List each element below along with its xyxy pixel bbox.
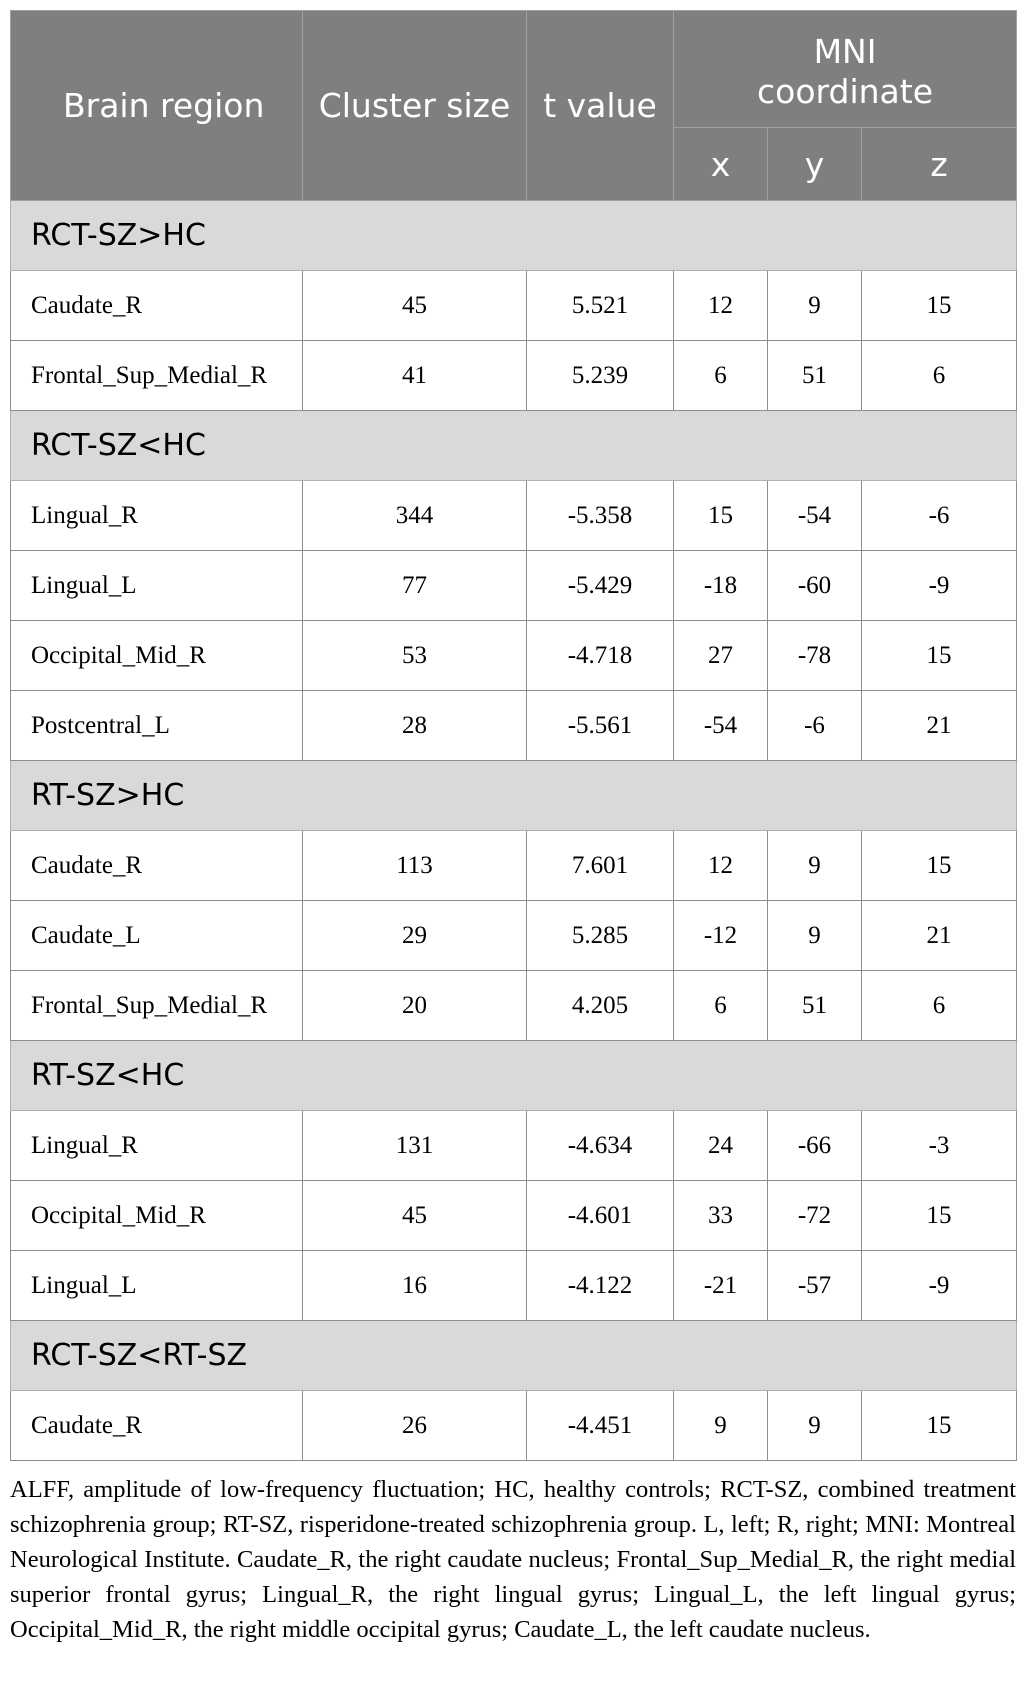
cell-mni-x: 15	[674, 481, 768, 551]
cell-t-value: -4.634	[527, 1111, 674, 1181]
table-row	[11, 481, 1017, 551]
section-row	[11, 1041, 1017, 1111]
cell-t-value: 5.285	[527, 901, 674, 971]
cell-mni-z: 21	[862, 691, 1017, 761]
cell-mni-z: 15	[862, 621, 1017, 691]
cell-mni-z: 15	[862, 271, 1017, 341]
cell-mni-z: 15	[862, 1181, 1017, 1251]
cell-t-value: 5.239	[527, 341, 674, 411]
cell-t-value: -4.718	[527, 621, 674, 691]
cell-cluster-size: 29	[303, 901, 527, 971]
results-table	[10, 10, 1017, 1461]
cell-cluster-size: 113	[303, 831, 527, 901]
cell-t-value: -4.601	[527, 1181, 674, 1251]
cell-brain-region: Lingual_L	[11, 551, 303, 621]
results-table-container	[10, 10, 1016, 1461]
section-title: RCT-SZ<RT-SZ	[11, 1321, 1017, 1391]
cell-mni-z: 6	[862, 341, 1017, 411]
cell-brain-region: Lingual_L	[11, 1251, 303, 1321]
section-title: RT-SZ>HC	[11, 761, 1017, 831]
cell-mni-y: -78	[768, 621, 862, 691]
table-row	[11, 271, 1017, 341]
cell-cluster-size: 344	[303, 481, 527, 551]
cell-mni-x: -18	[674, 551, 768, 621]
cell-cluster-size: 53	[303, 621, 527, 691]
table-row	[11, 551, 1017, 621]
table-row	[11, 831, 1017, 901]
cell-mni-z: 15	[862, 831, 1017, 901]
table-row	[11, 691, 1017, 761]
cell-mni-x: 12	[674, 831, 768, 901]
cell-brain-region: Postcentral_L	[11, 691, 303, 761]
cell-cluster-size: 16	[303, 1251, 527, 1321]
header-brain-region: Brain region	[11, 11, 303, 201]
cell-brain-region: Caudate_R	[11, 271, 303, 341]
cell-mni-z: 15	[862, 1391, 1017, 1461]
cell-cluster-size: 131	[303, 1111, 527, 1181]
table-row	[11, 1181, 1017, 1251]
table-row	[11, 1251, 1017, 1321]
cell-mni-y: -54	[768, 481, 862, 551]
cell-cluster-size: 41	[303, 341, 527, 411]
cell-mni-x: -54	[674, 691, 768, 761]
cell-mni-y: -57	[768, 1251, 862, 1321]
cell-mni-z: 21	[862, 901, 1017, 971]
cell-mni-x: 24	[674, 1111, 768, 1181]
cell-brain-region: Caudate_L	[11, 901, 303, 971]
table-row	[11, 971, 1017, 1041]
cell-cluster-size: 45	[303, 1181, 527, 1251]
cell-brain-region: Caudate_R	[11, 1391, 303, 1461]
cell-t-value: -4.122	[527, 1251, 674, 1321]
cell-mni-y: 9	[768, 831, 862, 901]
cell-mni-y: 9	[768, 271, 862, 341]
table-row	[11, 621, 1017, 691]
cell-t-value: 7.601	[527, 831, 674, 901]
cell-brain-region: Lingual_R	[11, 1111, 303, 1181]
cell-brain-region: Frontal_Sup_Medial_R	[11, 341, 303, 411]
cell-t-value: 4.205	[527, 971, 674, 1041]
section-title: RCT-SZ>HC	[11, 201, 1017, 271]
cell-mni-x: 6	[674, 971, 768, 1041]
section-row	[11, 201, 1017, 271]
table-row	[11, 341, 1017, 411]
cell-mni-y: 51	[768, 971, 862, 1041]
table-row	[11, 1391, 1017, 1461]
cell-mni-x: 33	[674, 1181, 768, 1251]
section-row	[11, 761, 1017, 831]
cell-brain-region: Lingual_R	[11, 481, 303, 551]
cell-cluster-size: 45	[303, 271, 527, 341]
cell-mni-z: -3	[862, 1111, 1017, 1181]
cell-t-value: 5.521	[527, 271, 674, 341]
cell-mni-x: -21	[674, 1251, 768, 1321]
cell-brain-region: Caudate_R	[11, 831, 303, 901]
header-mni-line2: coordinate	[757, 72, 934, 111]
cell-cluster-size: 28	[303, 691, 527, 761]
header-t-value: t value	[527, 11, 674, 201]
cell-mni-y: 9	[768, 1391, 862, 1461]
cell-mni-x: 12	[674, 271, 768, 341]
cell-cluster-size: 20	[303, 971, 527, 1041]
cell-mni-x: 6	[674, 341, 768, 411]
cell-mni-z: 6	[862, 971, 1017, 1041]
cell-mni-x: -12	[674, 901, 768, 971]
section-row	[11, 411, 1017, 481]
header-mni-line1: MNI	[813, 32, 877, 71]
cell-cluster-size: 26	[303, 1391, 527, 1461]
header-y: y	[768, 128, 862, 201]
header-z: z	[862, 128, 1017, 201]
header-cluster-size: Cluster size	[303, 11, 527, 201]
cell-mni-z: -9	[862, 551, 1017, 621]
cell-mni-y: -6	[768, 691, 862, 761]
cell-t-value: -5.429	[527, 551, 674, 621]
table-body	[11, 201, 1017, 1461]
cell-brain-region: Occipital_Mid_R	[11, 1181, 303, 1251]
cell-mni-y: 51	[768, 341, 862, 411]
section-title: RCT-SZ<HC	[11, 411, 1017, 481]
table-footnote: ALFF, amplitude of low-frequency fluctuation; HC, healthy controls; RCT-SZ, combined treatment schizophrenia group; RT-SZ, risperidone-treated schizophrenia group. L, left; R, right; MNI: Montreal Neurological Institute. Caudate_R, the right caudate nucleus; Frontal_Sup_Medial_R, the right medial superior frontal gyrus; Lingual_R, the right lingual gyrus; Lingual_L, the left lingual gyrus; Occipital_Mid_R, the right middle occipital gyrus; Caudate_L, the left caudate nucleus.	[10, 1476, 1016, 1643]
cell-mni-y: -72	[768, 1181, 862, 1251]
cell-mni-z: -6	[862, 481, 1017, 551]
section-row	[11, 1321, 1017, 1391]
table-header	[11, 11, 1017, 201]
cell-mni-z: -9	[862, 1251, 1017, 1321]
table-row	[11, 1111, 1017, 1181]
cell-mni-x: 9	[674, 1391, 768, 1461]
table-row	[11, 901, 1017, 971]
cell-mni-y: -66	[768, 1111, 862, 1181]
cell-brain-region: Occipital_Mid_R	[11, 621, 303, 691]
cell-t-value: -5.358	[527, 481, 674, 551]
header-x: x	[674, 128, 768, 201]
cell-mni-y: -60	[768, 551, 862, 621]
section-title: RT-SZ<HC	[11, 1041, 1017, 1111]
cell-mni-x: 27	[674, 621, 768, 691]
cell-t-value: -4.451	[527, 1391, 674, 1461]
cell-mni-y: 9	[768, 901, 862, 971]
cell-cluster-size: 77	[303, 551, 527, 621]
cell-t-value: -5.561	[527, 691, 674, 761]
header-mni-coordinate	[674, 11, 1017, 128]
cell-brain-region: Frontal_Sup_Medial_R	[11, 971, 303, 1041]
